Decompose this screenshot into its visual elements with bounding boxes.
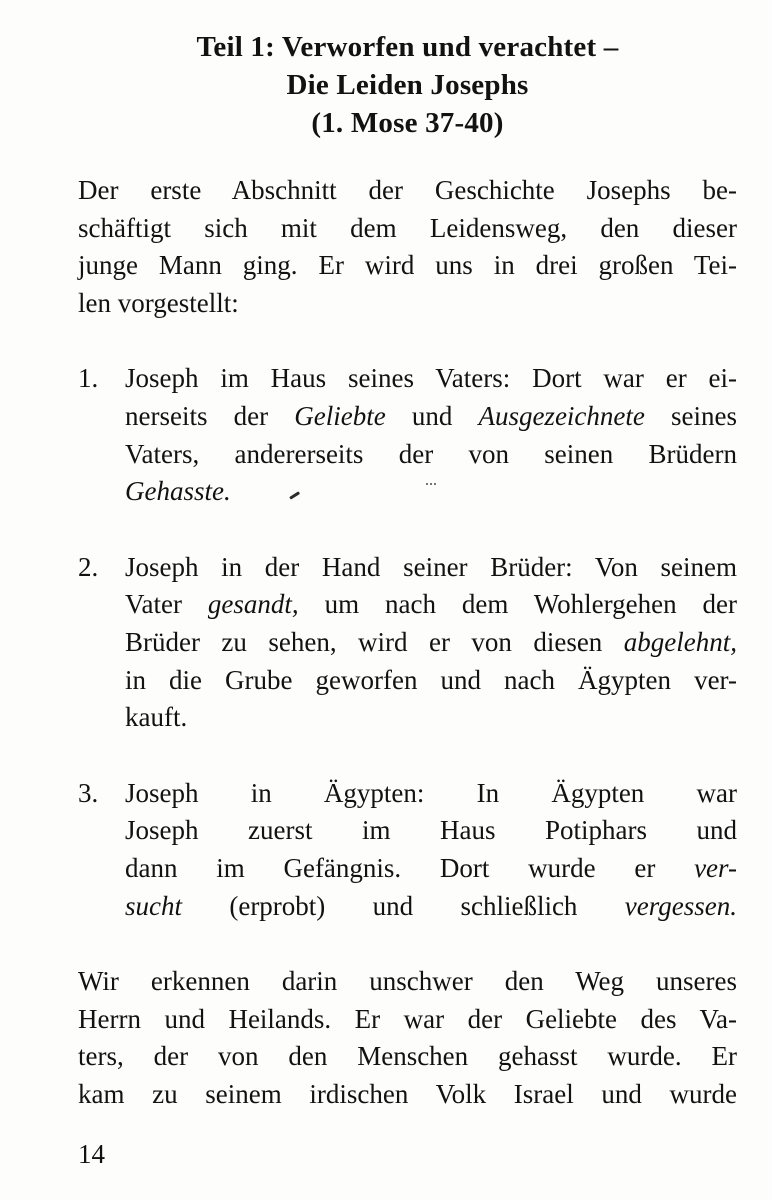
text-segment: Vaters, andererseits der von seinen Brüdern [125,438,737,469]
text-segment: junge Mann ging. Er wird uns in drei großen Tei- [78,250,737,281]
text-line [78,247,737,285]
text-line [125,360,737,398]
chapter-title-line-2: Die Leiden Josephs [286,69,529,101]
text-segment: (erprobt) und schließlich [182,890,625,921]
paragraph [78,963,737,1113]
text-line [78,1076,737,1114]
text-segment: Wir erkennen darin unschwer den Weg unseres [78,966,737,997]
text-line [78,963,737,1001]
text-segment: in die Grube geworfen und nach Ägypten ver- [125,664,737,695]
text-segment: Joseph in der Hand seiner Brüder: Von seinem [125,551,737,582]
text-line [125,473,737,511]
text-line [125,850,737,888]
text-line [78,210,737,248]
list-item-number: 2. [78,551,99,582]
text-line [125,775,737,813]
emphasized-text: vergessen. [624,890,737,921]
text-line [125,662,737,700]
text-segment: dann im Gefängnis. Dort wurde er [125,852,695,883]
text-line [125,549,737,587]
text-line [125,699,737,737]
text-segment: kauft. [125,702,188,733]
text-line [78,1038,737,1076]
chapter-title-line-3: (1. Mose 37-40) [311,107,504,139]
chapter-title-line-1: Teil 1: Verworfen und verachtet – [196,31,619,63]
text-segment: Brüder zu sehen, wird er von diesen [125,626,624,657]
numbered-list-item [78,360,737,510]
text-line [125,812,737,850]
text-segment: seines [644,400,738,431]
page-number: 14 [78,1139,105,1170]
numbered-list-item [78,549,737,737]
emphasized-text: gesandt, [207,589,299,620]
text-segment: Herrn und Heilands. Er war der Geliebte des Va- [78,1003,737,1034]
numbered-list-item [78,775,737,925]
text-segment: um nach dem Wohlergehen der [298,589,737,620]
emphasized-text: sucht [125,890,182,921]
emphasized-text: Ausgezeichnete [478,400,645,431]
text-segment: Joseph in Ägypten: In Ägypten war [125,777,737,808]
text-line [125,436,737,474]
text-segment: Joseph zuerst im Haus Potiphars und [125,815,737,846]
text-line [125,888,737,926]
list-item-number: 1. [78,363,99,394]
text-segment: Vater [125,589,208,620]
text-line [125,624,737,662]
text-line [125,586,737,624]
paragraph [78,172,737,322]
text-segment: len vorgestellt: [78,287,239,318]
text-segment: und [385,400,479,431]
text-segment: kam zu seinem irdischen Volk Israel und wurde [78,1078,737,1109]
emphasized-text: Gehasste. [125,476,231,507]
text-segment: Joseph im Haus seines Vaters: Dort war er ei- [125,363,737,394]
page-content [78,28,737,1170]
emphasized-text: Geliebte [294,400,386,431]
body-text [78,172,737,1113]
emphasized-text: ver- [694,852,737,883]
text-line [78,172,737,210]
text-segment: nerseits der [125,400,295,431]
text-segment: schäftigt sich mit dem Leidensweg, den dieser [78,212,737,243]
text-segment: ters, der von den Menschen gehasst wurde. Er [78,1041,737,1072]
text-line [78,285,737,323]
text-line [125,398,737,436]
text-line [78,1001,737,1039]
chapter-title [78,28,737,142]
scan-artifact-dots [426,483,428,485]
list-item-number: 3. [78,777,99,808]
text-segment: Der erste Abschnitt der Geschichte Josephs be- [78,175,737,205]
emphasized-text: abgelehnt, [623,626,737,657]
